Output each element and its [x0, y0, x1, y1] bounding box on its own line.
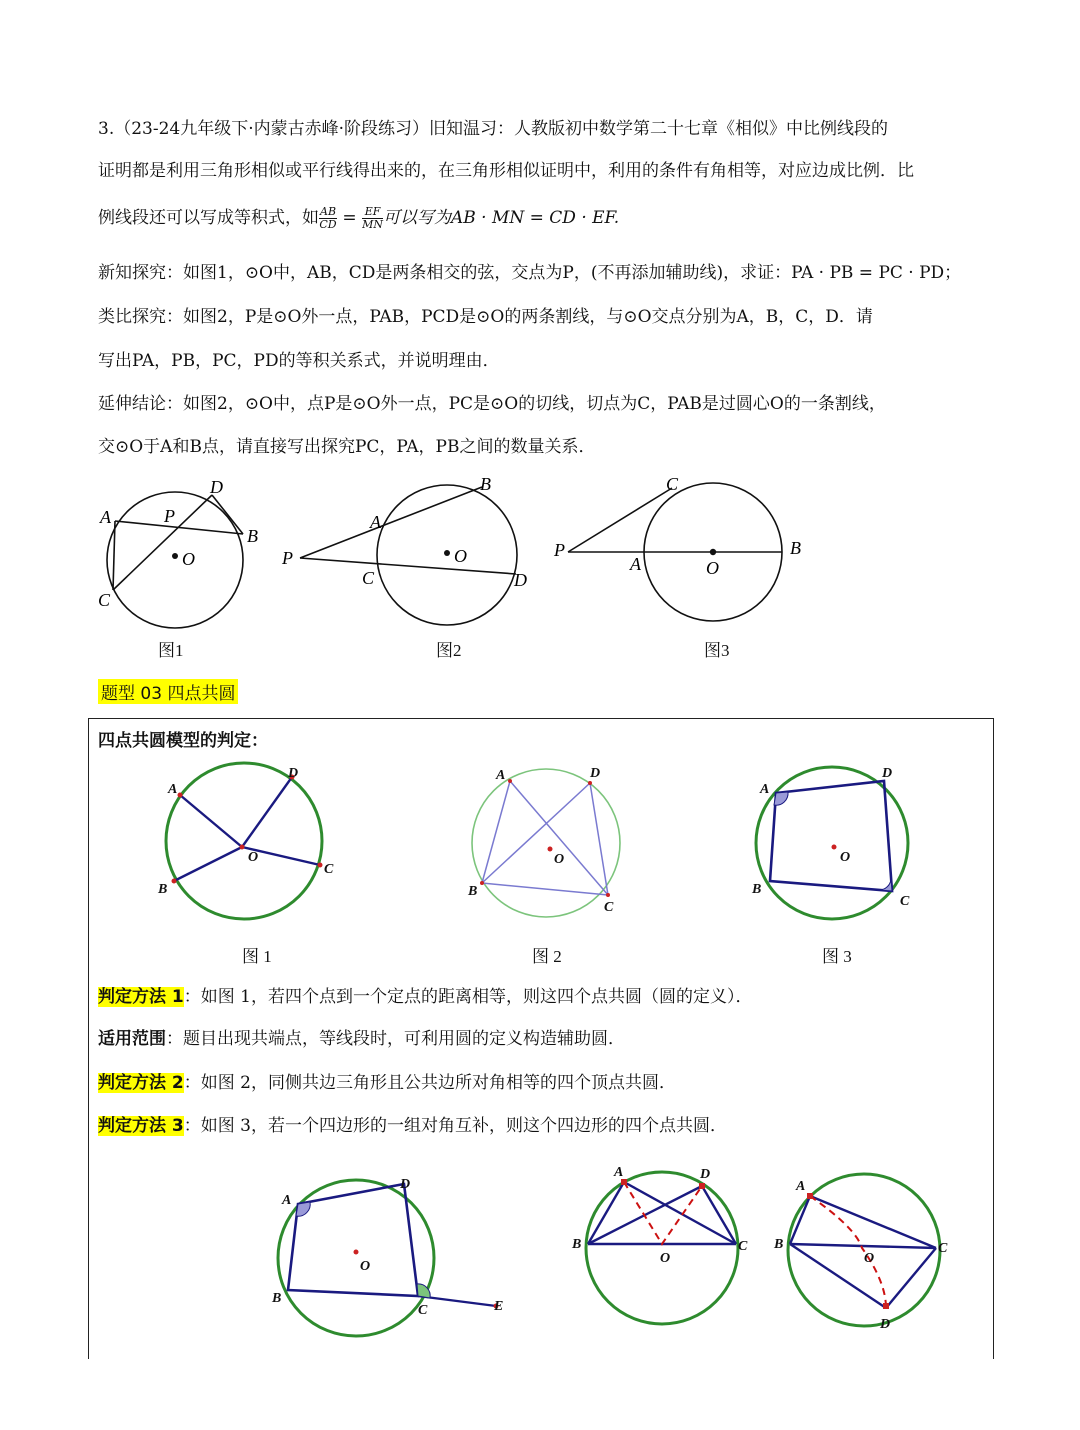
- box-fig3-label-c: C: [900, 894, 910, 909]
- fraction-ab-cd: [319, 206, 337, 231]
- fig2-label-o: O: [454, 546, 467, 566]
- fig3-label-c: C: [666, 474, 679, 494]
- fig3-caption: 图3: [704, 641, 730, 660]
- top-figures: [90, 470, 830, 640]
- box-fig2-circle: [472, 769, 620, 917]
- method3-line: [98, 1115, 727, 1137]
- problem-line-1: 3.（23-24九年级下·内蒙古赤峰·阶段练习）旧知温习：人教版初中数学第二十七章《相似》中比例线段的: [98, 119, 889, 139]
- section-tag: 题型 03 四点共圆: [98, 679, 238, 704]
- box-fig1-label-c: C: [324, 862, 334, 877]
- method3-label: 判定方法 3: [98, 1116, 184, 1136]
- box-fig3-label-o: O: [840, 850, 851, 865]
- box-fig3-quadrilateral: [770, 781, 892, 891]
- method2-text: ：如图 2，同侧共边三角形且公共边所对角相等的四个顶点共圆．: [183, 1073, 676, 1093]
- bottom-fig2-label-a: A: [614, 1165, 624, 1180]
- bottom-fig2-label-c: C: [738, 1239, 748, 1254]
- method2-line: [98, 1072, 676, 1094]
- box-figures-row2: [260, 1158, 980, 1348]
- problem-line-6: 写出PA，PB，PC，PD的等积关系式，并说明理由．: [98, 351, 500, 371]
- bottom-fig3-mark-a: [807, 1193, 813, 1199]
- bottom-fig1-center: [354, 1250, 359, 1255]
- bottom-fig1-label-b: B: [272, 1291, 282, 1306]
- box-fig1-radii: [174, 777, 320, 881]
- fig1-center-point: [172, 553, 178, 559]
- method2-label: 判定方法 2: [98, 1073, 184, 1093]
- box-fig3-label-a: A: [760, 782, 770, 797]
- box-fig2-label-o: O: [554, 852, 565, 867]
- box-fig2-label-d: D: [590, 766, 601, 781]
- box-fig2-caption: 图 2: [532, 947, 562, 966]
- line3-prefix: 例线段还可以写成等积式，如: [98, 208, 319, 228]
- frac2-numerator: EF: [362, 206, 383, 219]
- box-fig3-center: [832, 845, 837, 850]
- box-heading: 四点共圆模型的判定：: [98, 731, 268, 751]
- frac2-denominator: MN: [362, 218, 383, 231]
- bottom-fig2-label-o: O: [660, 1251, 671, 1266]
- bottom-fig2-label-b: B: [572, 1237, 582, 1252]
- bottom-fig3-label-a: A: [796, 1179, 806, 1194]
- box-fig3-label-b: B: [752, 882, 762, 897]
- fig2-caption: 图2: [436, 641, 462, 660]
- fig1-label-d: D: [210, 477, 223, 497]
- box-fig1-label-b: B: [158, 882, 168, 897]
- bottom-fig3-lines: [790, 1196, 936, 1308]
- problem-line-8: 交⊙O于A和B点，请直接写出探究PC，PA，PB之间的数量关系．: [98, 437, 596, 457]
- bottom-fig3-label-d: D: [880, 1317, 891, 1332]
- fig3-label-p: P: [554, 540, 565, 560]
- bottom-fig1-angle-a: [296, 1202, 310, 1216]
- fig1-label-p: P: [164, 506, 175, 526]
- figure-2-diagram: [300, 485, 517, 625]
- bottom-fig1-label-d: D: [400, 1177, 411, 1192]
- box-fig2-label-a: A: [496, 768, 506, 783]
- problem-line-2: 证明都是利用三角形相似或平行线得出来的，在三角形相似证明中，利用的条件有角相等，对应边成比例．比: [98, 161, 914, 181]
- problem-line-7: 延伸结论：如图2，⊙O中，点P是⊙O外一点，PC是⊙O的切线，切点为C，PAB是过圆心O的一条割线，: [98, 394, 886, 414]
- fig2-center-point: [444, 550, 450, 556]
- frac1-denominator: CD: [319, 218, 337, 231]
- box-fig2-points: [480, 779, 610, 897]
- method3-text: ：如图 3，若一个四边形的一组对角互补，则这个四边形的四个点共圆．: [183, 1116, 727, 1136]
- box-fig1-caption: 图 1: [242, 947, 272, 966]
- line3-suffix: 可以写为AB · MN = CD · EF.: [382, 208, 620, 228]
- box-fig2-label-b: B: [468, 884, 478, 899]
- box-fig1-circle: [166, 763, 322, 919]
- fig1-caption: 图1: [158, 641, 184, 660]
- box-fig3-caption: 图 3: [822, 947, 852, 966]
- box-fig3-angle-a: [774, 792, 788, 805]
- bottom-fig3-mark-d: [883, 1303, 889, 1309]
- figure-1-diagram: [107, 492, 243, 628]
- problem-line-5: 类比探究：如图2，P是⊙O外一点，PAB，PCD是⊙O的两条割线，与⊙O交点分别为A，B，C，D．请: [98, 307, 873, 327]
- box-fig1-label-a: A: [168, 782, 178, 797]
- fig3-label-a: A: [630, 554, 641, 574]
- box-fig3-label-d: D: [882, 766, 893, 781]
- fig1-label-c: C: [98, 590, 111, 610]
- scope-text: ：题目出现共端点，等线段时，可利用圆的定义构造辅助圆．: [166, 1029, 625, 1049]
- frac1-numerator: AB: [320, 205, 337, 218]
- bottom-fig1-label-o: O: [360, 1259, 371, 1274]
- scope-line: [98, 1028, 625, 1050]
- fraction-ef-mn: [362, 206, 383, 231]
- bottom-fig1-label-c: C: [418, 1303, 428, 1318]
- box-fig1-points: [172, 775, 323, 884]
- fig2-label-p: P: [282, 548, 293, 568]
- bottom-fig1-label-e: E: [494, 1299, 504, 1314]
- bottom-fig3-label-c: C: [938, 1241, 948, 1256]
- box-fig2-lines: [482, 781, 608, 895]
- problem-line-4: 新知探究：如图1，⊙O中，AB，CD是两条相交的弦，交点为P，(不再添加辅助线)，求证：PA · PB = PC · PD；: [98, 263, 962, 283]
- method1-text: ：如图 1，若四个点到一个定点的距离相等，则这四个点共圆（圆的定义）．: [183, 987, 753, 1007]
- fig1-label-a: A: [100, 507, 111, 527]
- box-fig1-label-d: D: [288, 766, 299, 781]
- fig1-label-o: O: [182, 549, 195, 569]
- fig3-label-b: B: [790, 538, 801, 558]
- bottom-fig2-circle: [586, 1172, 738, 1324]
- fig2-label-b: B: [480, 474, 491, 494]
- bottom-fig2-mark-d: [699, 1183, 705, 1189]
- equals-sign: =: [337, 208, 363, 228]
- fig3-label-o: O: [706, 558, 719, 578]
- bottom-fig1-label-a: A: [282, 1193, 292, 1208]
- bottom-fig1-quadrilateral: [288, 1184, 418, 1296]
- figure-3-diagram: [568, 483, 782, 621]
- bottom-fig3-label-o: O: [864, 1251, 875, 1266]
- scope-label: 适用范围: [98, 1029, 166, 1049]
- box-fig2-label-c: C: [604, 900, 614, 915]
- fig3-center-point: [710, 549, 716, 555]
- method1-label: 判定方法 1: [98, 987, 184, 1007]
- bottom-fig3-label-b: B: [774, 1237, 784, 1252]
- fig1-label-b: B: [247, 526, 258, 546]
- fig2-label-a: A: [370, 512, 381, 532]
- problem-line-3: [98, 206, 619, 231]
- box-figures-row1: [140, 755, 940, 935]
- fig2-label-c: C: [362, 568, 375, 588]
- method1-line: [98, 986, 752, 1008]
- fig2-label-d: D: [514, 570, 527, 590]
- bottom-fig2-label-d: D: [700, 1167, 711, 1182]
- box-fig1-label-o: O: [248, 850, 259, 865]
